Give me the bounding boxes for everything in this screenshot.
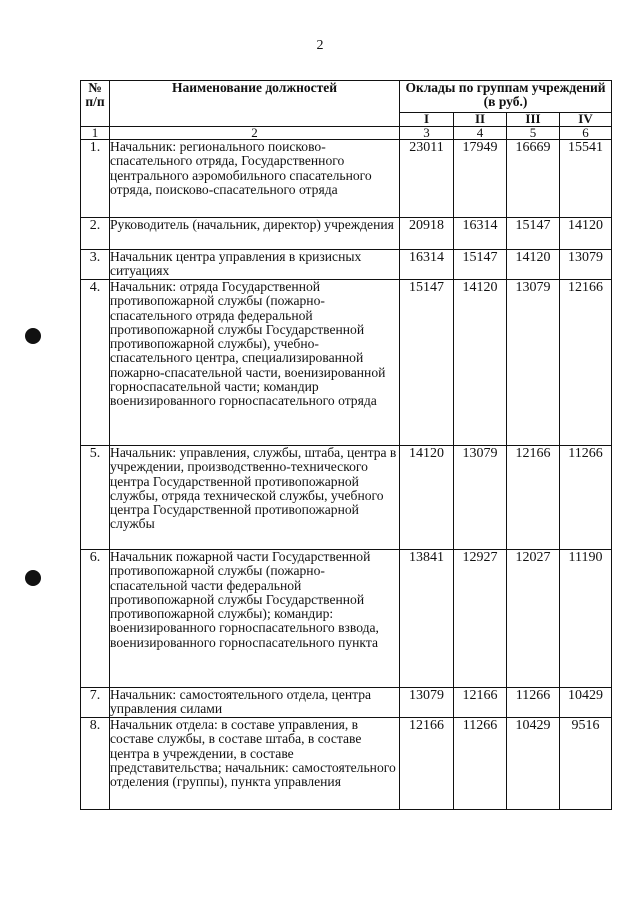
table-row	[81, 550, 612, 688]
column-number: 3	[400, 127, 454, 140]
table-row	[81, 250, 612, 280]
column-number: 1	[81, 127, 110, 140]
position-name: Начальник пожарной части Государственной противопожарной службы (пожарно-спасательной части федеральной противопожарной службы Государственной противопожарной службы); командир: военизированного горноспасательного взвода, военизированного горноспасательного пункта	[110, 550, 400, 688]
position-name: Начальник отдела: в составе управления, в составе службы, в составе штаба, в составе центра в учреждении, в составе представительства; начальник: самостоятельного отделения (группы), пункта управления	[110, 718, 400, 810]
page-number: 2	[316, 38, 324, 53]
row-number: 2.	[81, 218, 110, 250]
salary-group-iv: 10429	[560, 688, 612, 718]
salary-group-ii: 17949	[454, 140, 507, 218]
position-name: Начальник: управления, службы, штаба, центра в учреждении, производственно-технического центра Государственной противопожарной службы, отряда технической службы, учебного центра Государственной противопожарной службы	[110, 446, 400, 550]
position-name: Начальник: регионального поисково-спасательного отряда, Государственного центрального аэромобильного спасательного отряда, поисково-спасательного отряда	[110, 140, 400, 218]
salary-group-ii: 14120	[454, 280, 507, 446]
salary-group-iii: 10429	[507, 718, 560, 810]
row-number: 7.	[81, 688, 110, 718]
salary-group-ii: 11266	[454, 718, 507, 810]
header-group-iii: III	[507, 113, 560, 127]
salary-group-ii: 12166	[454, 688, 507, 718]
row-number: 8.	[81, 718, 110, 810]
salary-group-iii: 16669	[507, 140, 560, 218]
header-group-iv: IV	[560, 113, 612, 127]
salary-group-iii: 12027	[507, 550, 560, 688]
salary-group-i: 12166	[400, 718, 454, 810]
header-name: Наименование должностей	[110, 81, 400, 127]
row-number: 5.	[81, 446, 110, 550]
punch-hole	[25, 328, 41, 344]
header-salary-groups: Оклады по группам учреждений (в руб.)	[400, 81, 612, 113]
table-row	[81, 140, 612, 218]
column-number: 2	[110, 127, 400, 140]
salary-group-i: 23011	[400, 140, 454, 218]
salary-group-ii: 12927	[454, 550, 507, 688]
salary-group-iii: 14120	[507, 250, 560, 280]
salary-group-iv: 11266	[560, 446, 612, 550]
position-name: Начальник: самостоятельного отдела, центра управления силами	[110, 688, 400, 718]
table-row	[81, 218, 612, 250]
header-group-i: I	[400, 113, 454, 127]
salary-group-iv: 15541	[560, 140, 612, 218]
header-num: № п/п	[81, 81, 110, 127]
salary-group-i: 20918	[400, 218, 454, 250]
column-number: 5	[507, 127, 560, 140]
row-number: 4.	[81, 280, 110, 446]
salary-group-iv: 14120	[560, 218, 612, 250]
salary-group-iii: 13079	[507, 280, 560, 446]
salary-group-i: 13841	[400, 550, 454, 688]
salary-group-i: 16314	[400, 250, 454, 280]
table-row	[81, 446, 612, 550]
salary-group-i: 14120	[400, 446, 454, 550]
table-row	[81, 688, 612, 718]
salary-group-iv: 9516	[560, 718, 612, 810]
salary-group-ii: 15147	[454, 250, 507, 280]
salary-group-ii: 16314	[454, 218, 507, 250]
table-row	[81, 718, 612, 810]
salary-group-iii: 11266	[507, 688, 560, 718]
salary-group-iv: 13079	[560, 250, 612, 280]
salary-table	[80, 80, 612, 810]
column-number: 6	[560, 127, 612, 140]
salary-group-ii: 13079	[454, 446, 507, 550]
salary-group-iii: 12166	[507, 446, 560, 550]
column-number: 4	[454, 127, 507, 140]
salary-group-i: 13079	[400, 688, 454, 718]
position-name: Начальник: отряда Государственной противопожарной службы (пожарно-спасательного отряда федеральной противопожарной службы Государственной противопожарной службы), учебно-спасательного центра, специализированной пожарно-спасательной части, военизированной горноспасательной части; командир военизированного горноспасательного отряда	[110, 280, 400, 446]
punch-hole	[25, 570, 41, 586]
row-number: 3.	[81, 250, 110, 280]
table-row	[81, 280, 612, 446]
salary-group-iii: 15147	[507, 218, 560, 250]
salary-group-iv: 11190	[560, 550, 612, 688]
position-name: Руководитель (начальник, директор) учреждения	[110, 218, 400, 250]
position-name: Начальник центра управления в кризисных ситуациях	[110, 250, 400, 280]
salary-group-i: 15147	[400, 280, 454, 446]
table-body	[81, 140, 612, 810]
salary-group-iv: 12166	[560, 280, 612, 446]
header-group-ii: II	[454, 113, 507, 127]
row-number: 1.	[81, 140, 110, 218]
row-number: 6.	[81, 550, 110, 688]
